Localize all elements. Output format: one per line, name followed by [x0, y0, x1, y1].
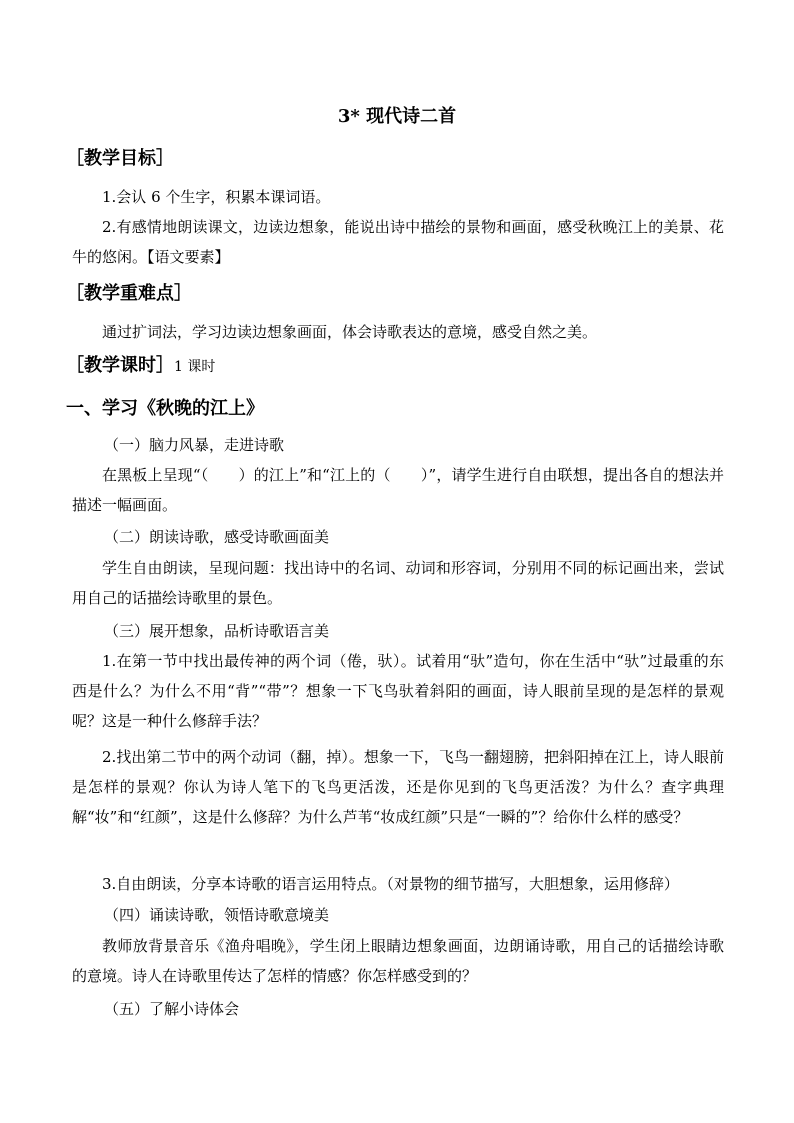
- goal-item-1: 1.会认 6 个生字，积累本课词语。: [102, 188, 331, 206]
- heading-lesson-hours: [66, 353, 215, 380]
- step-2-text: 学生自由朗读，呈现问题：找出诗中的名词、动词和形容词，分别用不同的标记画出来，尝试用自己的话描绘诗歌里的景色。: [72, 559, 724, 607]
- step-3-heading: （三）展开想象，品析诗歌语言美: [104, 622, 330, 640]
- step-4-text: 教师放背景音乐《渔舟唱晚》，学生闭上眼睛边想象画面，边朗诵诗歌，用自己的话描绘诗歌的意境。诗人在诗歌里传达了怎样的情感？你怎样感受到的？: [72, 937, 724, 985]
- section-heading-1: 一、学习《秋晚的江上》: [66, 398, 264, 419]
- lesson-title: 3* 现代诗二首: [337, 106, 457, 127]
- step-5-heading: （五）了解小诗体会: [104, 1000, 240, 1018]
- difficulty-text: 通过扩词法，学习边读边想象画面，体会诗歌表达的意境，感受自然之美。: [102, 323, 598, 341]
- step-1-heading: （一）脑力风暴，走进诗歌: [104, 436, 285, 454]
- lesson-hours-label: ［教学课时］: [66, 355, 174, 376]
- heading-key-difficulties: ［教学重难点］: [66, 283, 192, 304]
- goal-item-2: 2.有感情地朗读课文，边读边想象，能说出诗中描绘的景物和画面，感受秋晚江上的美景、花牛的悠闲。【语文要素】: [72, 218, 724, 266]
- step-4-heading: （四）诵读诗歌，领悟诗歌意境美: [104, 906, 330, 924]
- step-2-heading: （二）朗读诗歌，感受诗歌画面美: [104, 528, 330, 546]
- heading-teaching-goals: ［教学目标］: [66, 148, 174, 169]
- step-3-question-2: 2.找出第二节中的两个动词（翻，掉）。想象一下，飞鸟一翻翅膀，把斜阳掉在江上，诗人眼前是怎样的景观？你认为诗人笔下的飞鸟更活泼，还是你见到的飞鸟更活泼？为什么？查字典理解“妆”和“红颜”，这是什么修辞？为什么芦苇“妆成红颜”只是“一瞬的”？给你什么样的感受？: [72, 748, 724, 826]
- step-3-question-3: 3.自由朗读，分享本诗歌的语言运用特点。（对景物的细节描写，大胆想象，运用修辞）: [102, 875, 679, 893]
- step-3-question-1: 1.在第一节中找出最传神的两个词（倦，驮）。试着用“驮”造句，你在生活中“驮”过最重的东西是什么？为什么不用“背”“带”？想象一下飞鸟驮着斜阳的画面，诗人眼前呈现的是怎样的景观呢？这是一种什么修辞手法？: [72, 652, 724, 730]
- step-1-text: 在黑板上呈现“（ ）的江上”和“江上的（ ）”，请学生进行自由联想，提出各自的想法并描述一幅画面。: [72, 466, 724, 514]
- lesson-hours-value: 1 课时: [174, 359, 216, 375]
